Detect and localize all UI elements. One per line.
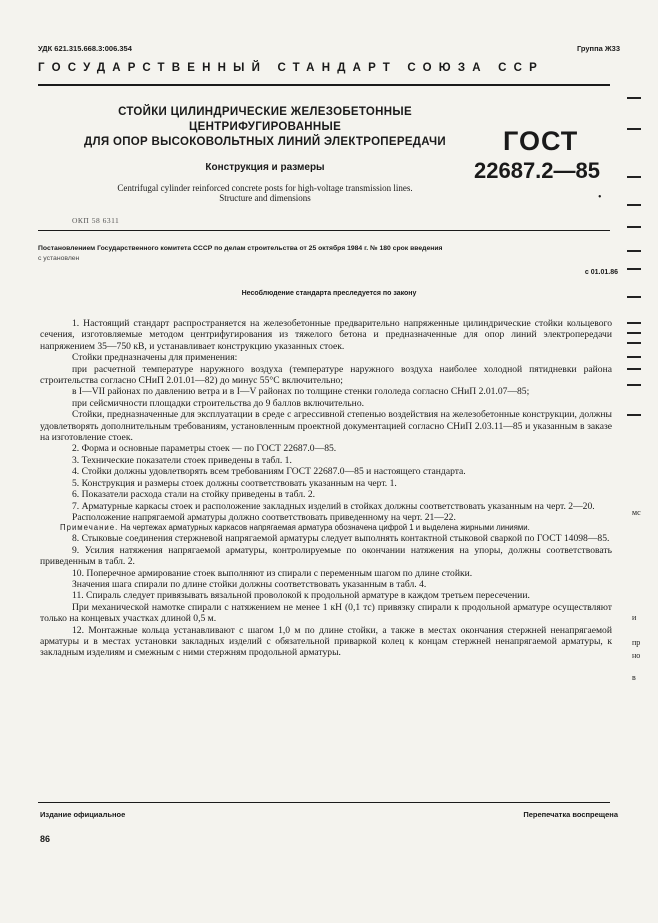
paragraph-9: 4. Стойки должны удовлетворять всем требованиям ГОСТ 22687.0—85 и настоящего стандарта. <box>72 466 466 478</box>
english-title <box>70 183 460 203</box>
margin-dash <box>627 368 641 370</box>
paragraph-11: 6. Показатели расхода стали на стойку приведены в табл. 2. <box>72 489 316 501</box>
gost-number: 22687.2—85 <box>474 158 600 183</box>
header-rule <box>38 84 610 86</box>
margin-dash <box>627 414 641 416</box>
paragraph-10: 5. Конструкция и размеры стоек должны соответствовать указанным на черт. 1. <box>72 477 397 489</box>
reprint-prohibited-label: Перепечатка воспрещена <box>523 810 618 819</box>
margin-dash <box>627 296 641 298</box>
official-edition-label: Издание официальное <box>40 810 126 819</box>
margin-dash <box>627 204 641 206</box>
margin-fragment: и <box>632 613 637 622</box>
title-line-1: СТОЙКИ ЦИЛИНДРИЧЕСКИЕ ЖЕЛЕЗОБЕТОННЫЕ <box>118 106 412 118</box>
margin-dash <box>627 342 641 344</box>
paragraph-2: Стойки предназначены для применения: <box>72 352 238 364</box>
margin-fragment: но <box>632 651 641 660</box>
paragraph-13: Расположение напрягаемой арматуры должно соответствовать приведенному на черт. 21—22. <box>72 511 456 523</box>
paragraph-15: 9. Усилия натяжения напрягаемой арматуры, контролируемые по окончании натяжения на упоры, должны соответствовать приведенным в табл. 2. <box>40 544 612 568</box>
note-label: Примечание. <box>60 523 119 533</box>
paragraph-7: 2. Форма и основные параметры стоек — по ГОСТ 22687.0—85. <box>72 443 337 455</box>
page-number: 86 <box>40 834 51 844</box>
english-title-line-1: Centrifugal cylinder reinforced concrete posts for high-voltage transmission lines. <box>117 183 413 193</box>
margin-fragment: пр <box>632 638 641 647</box>
paragraph-3: при расчетной температуре наружного воздуха (температуре наружного воздуха наиболее холодной пятидневки района строительства согласно СНиП 2.01.01—82) до минус 55°С включительно; <box>40 363 612 387</box>
state-standard-banner: ГОСУДАРСТВЕННЫЙ СТАНДАРТ СОЮЗА ССР <box>38 62 545 74</box>
note-text: На чертежах арматурных каркасов напрягаемая арматура обозначена цифрой 1 и выделена жирными линиями. <box>120 523 530 533</box>
title-line-2: ЦЕНТРИФУГИРОВАННЫЕ <box>188 121 342 133</box>
margin-dash <box>627 356 641 358</box>
margin-fragment: мс <box>632 508 641 517</box>
paragraph-6: Стойки, предназначенные для эксплуатации в среде с агрессивной степенью воздействия на железобетонные конструкции, должны удовлетворять дополнительным требованиям, установленным проектной документацией согласно СНиП 2.03.11—85 и указанным в заказе на изготовление стоек. <box>40 409 612 444</box>
english-title-line-2: Structure and dimensions <box>219 193 311 203</box>
margin-dash <box>627 384 641 386</box>
paragraph-18: 11. Спираль следует привязывать вязальной проволокой к продольной арматуре в каждом третьем пересечении. <box>72 590 530 602</box>
paragraph-8: 3. Технические показатели стоек приведены в табл. 1. <box>72 454 292 466</box>
subtitle: Конструкция и размеры <box>205 162 325 173</box>
footer-rule <box>38 802 610 803</box>
paragraph-14: 8. Стыковые соединения стержневой напрягаемой арматуры следует выполнять контактной стыковой сваркой по ГОСТ 14098—85. <box>72 533 610 545</box>
title-block <box>70 105 460 203</box>
title-line-3: ДЛЯ ОПОР ВЫСОКОВОЛЬТНЫХ ЛИНИЙ ЭЛЕКТРОПЕРЕДАЧИ <box>84 136 446 148</box>
paragraph-19: При механической намотке спирали с натяжением не менее 1 кН (0,1 тс) привязку спирали к продольной арматуре осуществляют только на концевых участках длиной 0,5 м. <box>40 601 612 625</box>
introduction-date: с 01.01.86 <box>584 269 618 276</box>
margin-fragment: в <box>632 673 636 682</box>
margin-dash <box>627 322 641 324</box>
margin-dash <box>627 176 641 178</box>
paragraph-16: 10. Поперечное армирование стоек выполняют из спирали с переменным шагом по длине стойки. <box>72 567 473 579</box>
margin-dash <box>627 332 641 334</box>
margin-dash <box>627 97 641 99</box>
paragraph-12: 7. Арматурные каркасы стоек и расположение закладных изделий в стойках должны соответствовать указанным на черт. 2—20. <box>72 500 595 512</box>
group-code: Группа Ж33 <box>576 44 620 53</box>
okp-code: ОКП 58 6311 <box>72 216 120 225</box>
paragraph-1: 1. Настоящий стандарт распространяется на железобетонные предварительно напряженные цилиндрические стойки кольцевого сечения, изготовляемые методом центрифугирования из тяжелого бетона и предназначенные для опор линий электропередачи напряжением 35—750 кВ, и устанавливает конструкцию указанных стоек. <box>40 318 612 352</box>
gost-dot: • <box>598 192 602 203</box>
body-text <box>40 318 612 659</box>
udk-code: УДК 621.315.668.3:006.354 <box>38 44 132 53</box>
margin-dash <box>627 128 641 130</box>
note <box>40 523 612 533</box>
decree-line-1: Постановлением Государственного комитета СССР по делам строительства от 25 октября 1984 г. № 180 срок введения <box>38 245 443 252</box>
title-rule <box>38 230 610 231</box>
paragraph-5: при сейсмичности площадки строительства до 9 баллов включительно. <box>72 397 365 409</box>
margin-dash <box>627 268 641 270</box>
margin-dash <box>627 226 641 228</box>
noncompliance-notice: Несоблюдение стандарта преследуется по закону <box>241 290 417 297</box>
decree-line-2: с установлен <box>38 255 80 262</box>
paragraph-20: 12. Монтажные кольца устанавливают с шагом 1,0 м по длине стойки, а также в местах окончания стержней ненапрягаемой арматуры и в местах установки закладных изделий с обязательной приваркой колец к концам стержней ненапрягаемой арматуры, к закладным изделиям и смежным с ними стержням продольной арматуры. <box>40 624 612 659</box>
gost-label: ГОСТ <box>503 126 579 156</box>
margin-dash <box>627 250 641 252</box>
paragraph-17: Значения шага спирали по длине стойки должны соответствовать указанным в табл. 4. <box>72 578 427 590</box>
paragraph-4: в I—VII районах по давлению ветра и в I—V районах по толщине стенки гололеда согласно СНиП 2.01.07—85; <box>72 386 530 398</box>
